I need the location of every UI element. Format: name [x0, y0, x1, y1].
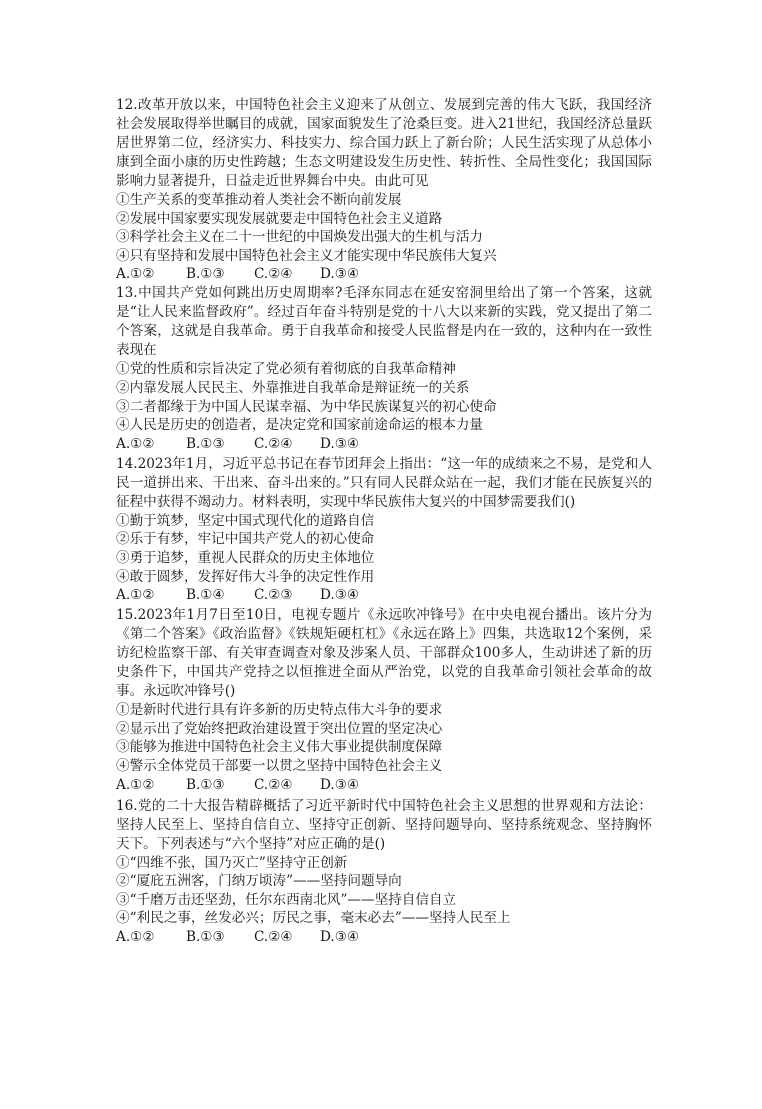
option-4: ④敢于圆梦，发挥好伟大斗争的决定性作用	[116, 568, 375, 585]
answer-choices	[116, 776, 652, 795]
question-stem: 12.改革开放以来，中国特色社会主义迎来了从创立、发展到完善的伟大飞跃，我国经济社会发展取得举世瞩目的成就，国家面貌发生了沧桑巨变。进入21世纪，我国经济总量跃居世界第二位，经济实力、科技实力、综合国力跃上了新台阶；人民生活实现了从总体小康到全面小康的历史性跨越；生态文明建设发生历史性、转折性、全局性变化；我国国际影响力显著提升，日益走近世界舞台中央。由此可见	[116, 97, 652, 189]
option-3: ③科学社会主义在二十一世纪的中国焕发出强大的生机与活力	[116, 229, 484, 246]
option-2: ②内靠发展人民民主、外靠推进自我革命是辩证统一的关系	[116, 379, 470, 396]
choice-b: B.①③	[186, 266, 225, 283]
option-3: ③二者都缘于为中国人民谋幸福、为中华民族谋复兴的初心使命	[116, 398, 497, 415]
choice-d: D.③④	[320, 776, 360, 793]
answer-choices	[116, 435, 652, 454]
option-3: ③“千磨万击还坚劲，任尔东西南北风”——坚持自信自立	[116, 891, 457, 908]
question-15	[116, 606, 652, 794]
question-16	[116, 797, 652, 947]
choice-b: B.①③	[186, 776, 225, 793]
option-1: ①勤于筑梦，坚定中国式现代化的道路自信	[116, 512, 375, 529]
option-2: ②显示出了党始终把政治建设置于突出位置的坚定决心	[116, 720, 443, 737]
option-2: ②发展中国家要实现发展就要走中国特色社会主义道路	[116, 210, 443, 227]
choice-b: B.①③	[186, 435, 225, 452]
question-13	[116, 284, 652, 453]
option-4: ④警示全体党员干部要一以贯之坚持中国特色社会主义	[116, 757, 443, 774]
question-stem: 13.中国共产党如何跳出历史周期率?毛泽东同志在延安窑洞里给出了第一个答案，这就是“让人民来监督政府”。经过百年奋斗特别是党的十八大以来新的实践，党又提出了第二个答案，这就是自我革命。勇于自我革命和接受人民监督是内在一致的，这种内在一致性表现在	[116, 285, 652, 359]
choice-d: D.③④	[320, 266, 360, 283]
option-4: ④只有坚持和发展中国特色社会主义才能实现中华民族伟大复兴	[116, 247, 497, 264]
answer-choices	[116, 586, 652, 605]
choice-c: C.②④	[254, 776, 293, 793]
option-3: ③勇于追梦，重视人民群众的历史主体地位	[116, 549, 375, 566]
choice-a: A.①②	[116, 928, 155, 945]
choice-d: D.③④	[320, 587, 360, 604]
question-12	[116, 96, 652, 284]
option-1: ①生产关系的变革推动着人类社会不断向前发展	[116, 192, 402, 208]
option-2: ②“厦庇五洲客，门纳万顷涛”——坚持问题导向	[116, 873, 402, 890]
option-1: ①党的性质和宗旨决定了党必须有着彻底的自我革命精神	[116, 361, 456, 378]
option-2: ②乐于有梦，牢记中国共产党人的初心使命	[116, 531, 375, 548]
choice-a: A.①②	[116, 435, 155, 452]
answer-choices	[116, 928, 652, 947]
choice-a: A.①②	[116, 266, 155, 283]
answer-choices	[116, 265, 652, 284]
option-4: ④“利民之事，丝发必兴；厉民之事，毫末必去”——坚持人民至上	[116, 910, 511, 927]
choice-c: C.②④	[254, 435, 293, 452]
choice-c: C.②④	[254, 928, 293, 945]
option-1: ①“四维不张，国乃灭亡”坚持守正创新	[116, 854, 348, 871]
choice-c: C.②④	[254, 266, 293, 283]
option-1: ①是新时代进行具有许多新的历史特点伟大斗争的要求	[116, 702, 443, 719]
choice-a: A.①②	[116, 776, 155, 793]
option-4: ④人民是历史的创造者，是决定党和国家前途命运的根本力量	[116, 417, 484, 434]
choice-a: A.①②	[116, 587, 155, 604]
choice-c: C.②③	[254, 587, 293, 604]
choice-d: D.③④	[320, 435, 360, 452]
choice-d: D.③④	[320, 928, 360, 945]
question-list	[116, 96, 652, 947]
choice-b: B.①③	[186, 928, 225, 945]
question-stem: 14.2023年1月，习近平总书记在春节团拜会上指出：“这一年的成绩来之不易，是党和人民一道拼出来、干出来、奋斗出来的。”只有同人民群众站在一起，我们才能在民族复兴的征程中获得不竭动力。材料表明，实现中华民族伟大复兴的中国梦需要我们()	[116, 455, 652, 510]
question-14	[116, 455, 652, 605]
question-stem: 15.2023年1月7日至10日，电视专题片《永远吹冲锋号》在中央电视台播出。该片分为《第二个答案》《政治监督》《铁规矩硬杠杠》《永远在路上》四集，共选取12个案例，采访纪检监察干部、有关审查调查对象及涉案人员、干部群众100多人，生动讲述了新的历史条件下，中国共产党持之以恒推进全面从严治党，以党的自我革命引领社会革命的故事。永远吹冲锋号()	[116, 607, 652, 700]
choice-b: B.①④	[186, 587, 225, 604]
option-3: ③能够为推进中国特色社会主义伟大事业提供制度保障	[116, 739, 443, 756]
question-stem: 16.党的二十大报告精辟概括了习近平新时代中国特色社会主义思想的世界观和方法论：坚持人民至上、坚持自信自立、坚持守正创新、坚持问题导向、坚持系统观念、坚持胸怀天下。下列表述与“六个坚持”对应正确的是()	[116, 797, 652, 852]
